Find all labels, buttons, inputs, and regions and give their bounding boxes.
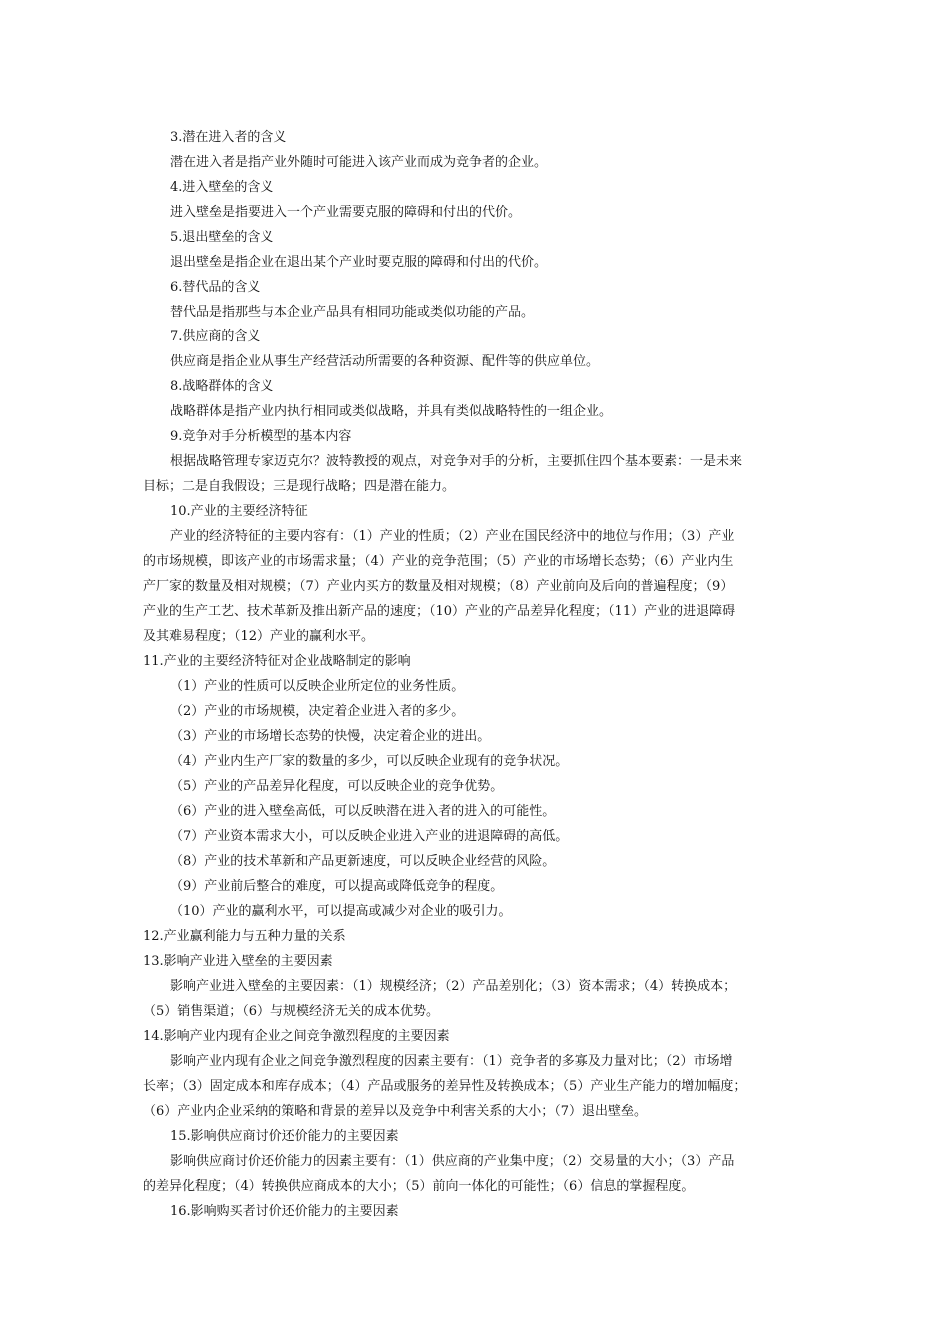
paragraph-6: 替代品是指那些与本企业产品具有相同功能或类似功能的产品。 — [170, 305, 535, 320]
paragraph-3: 潜在进入者是指产业外随时可能进入该产业而成为竞争者的企业。 — [170, 155, 548, 170]
paragraph-10-line-1: 产业的经济特征的主要内容有：（1）产业的性质；（2）产业在国民经济中的地位与作用；（3）产业 — [170, 529, 735, 544]
list-item-11-1: （1）产业的性质可以反映企业所定位的业务性质。 — [170, 679, 465, 694]
heading-5: 5.退出壁垒的含义 — [170, 230, 274, 245]
paragraph-10-line-5: 及其难易程度；（12）产业的赢利水平。 — [143, 629, 375, 644]
paragraph-15-line-1: 影响供应商讨价还价能力的因素主要有：（1）供应商的产业集中度；（2）交易量的大小；（3）产品 — [170, 1154, 735, 1169]
paragraph-10-line-4: 产业的生产工艺、技术革新及推出新产品的速度；（10）产业的产品差异化程度；（11）产业的进退障碍 — [143, 604, 736, 619]
paragraph-14-line-1: 影响产业内现有企业之间竞争激烈程度的因素主要有：（1）竞争者的多寡及力量对比；（2）市场增 — [170, 1054, 733, 1069]
list-item-11-5: （5）产业的产品差异化程度，可以反映企业的竞争优势。 — [170, 779, 504, 794]
list-item-11-7: （7）产业资本需求大小，可以反映企业进入产业的进退障碍的高低。 — [170, 829, 569, 844]
list-item-11-6: （6）产业的进入壁垒高低，可以反映潜在进入者的进入的可能性。 — [170, 804, 556, 819]
paragraph-10-line-2: 的市场规模，即该产业的市场需求量；（4）产业的竞争范围；（5）产业的市场增长态势；（6）产业内生 — [143, 554, 734, 569]
heading-12: 12.产业赢利能力与五种力量的关系 — [143, 929, 346, 944]
heading-14: 14.影响产业内现有企业之间竞争激烈程度的主要因素 — [143, 1029, 450, 1044]
paragraph-8: 战略群体是指产业内执行相同或类似战略，并具有类似战略特性的一组企业。 — [170, 404, 613, 419]
paragraph-9-line-2: 目标；二是自我假设；三是现行战略；四是潜在能力。 — [143, 479, 456, 494]
list-item-11-9: （9）产业前后整合的难度，可以提高或降低竞争的程度。 — [170, 879, 504, 894]
list-item-11-8: （8）产业的技术革新和产品更新速度，可以反映企业经营的风险。 — [170, 854, 556, 869]
paragraph-4: 进入壁垒是指要进入一个产业需要克服的障碍和付出的代价。 — [170, 205, 522, 220]
paragraph-13-line-2: （5）销售渠道；（6）与规模经济无关的成本优势。 — [143, 1004, 440, 1019]
heading-16: 16.影响购买者讨价还价能力的主要因素 — [170, 1204, 399, 1219]
paragraph-10-line-3: 产厂家的数量及相对规模；（7）产业内买方的数量及相对规模；（8）产业前向及后向的普遍程度；（9） — [143, 579, 734, 594]
heading-7: 7.供应商的含义 — [170, 329, 261, 344]
paragraph-15-line-2: 的差异化程度；（4）转换供应商成本的大小；（5）前向一体化的可能性；（6）信息的掌握程度。 — [143, 1179, 695, 1194]
list-item-11-10: （10）产业的赢利水平，可以提高或减少对企业的吸引力。 — [170, 904, 512, 919]
heading-13: 13.影响产业进入壁垒的主要因素 — [143, 954, 333, 969]
heading-6: 6.替代品的含义 — [170, 280, 261, 295]
heading-11: 11.产业的主要经济特征对企业战略制定的影响 — [143, 654, 411, 669]
paragraph-9-line-1: 根据战略管理专家迈克尔？波特教授的观点，对竞争对手的分析，主要抓住四个基本要素：一是未来 — [170, 454, 743, 469]
paragraph-14-line-2: 长率；（3）固定成本和库存成本；（4）产品或服务的差异性及转换成本；（5）产业生产能力的增加幅度； — [143, 1079, 747, 1094]
heading-10: 10.产业的主要经济特征 — [170, 504, 308, 519]
heading-3: 3.潜在进入者的含义 — [170, 130, 287, 145]
paragraph-13-line-1: 影响产业进入壁垒的主要因素：（1）规模经济；（2）产品差别化；（3）资本需求；（4）转换成本； — [170, 979, 737, 994]
paragraph-14-line-3: （6）产业内企业采纳的策略和背景的差异以及竞争中利害关系的大小；（7）退出壁垒。 — [143, 1104, 648, 1119]
paragraph-5: 退出壁垒是指企业在退出某个产业时要克服的障碍和付出的代价。 — [170, 255, 548, 270]
heading-8: 8.战略群体的含义 — [170, 379, 274, 394]
list-item-11-2: （2）产业的市场规模，决定着企业进入者的多少。 — [170, 704, 465, 719]
list-item-11-3: （3）产业的市场增长态势的快慢，决定着企业的进出。 — [170, 729, 491, 744]
heading-15: 15.影响供应商讨价还价能力的主要因素 — [170, 1129, 399, 1144]
paragraph-7: 供应商是指企业从事生产经营活动所需要的各种资源、配件等的供应单位。 — [170, 354, 600, 369]
list-item-11-4: （4）产业内生产厂家的数量的多少，可以反映企业现有的竞争状况。 — [170, 754, 569, 769]
heading-4: 4.进入壁垒的含义 — [170, 180, 274, 195]
heading-9: 9.竞争对手分析模型的基本内容 — [170, 429, 352, 444]
